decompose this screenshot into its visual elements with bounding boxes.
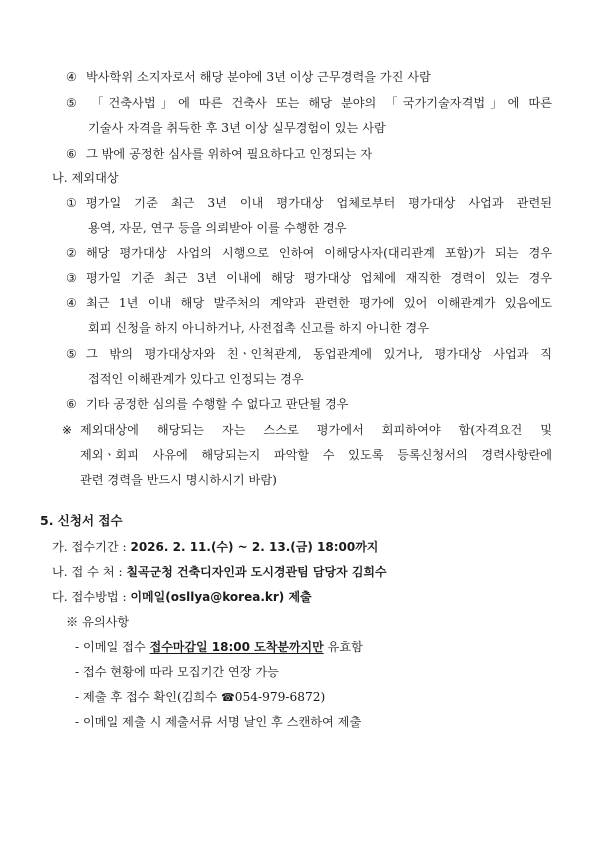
qualification-item-4 [66, 68, 431, 86]
item-text: 박사학위 소지자로서 해당 분야에 3년 이상 근무경력을 가진 사람 [86, 70, 431, 84]
exclusion-item-1-continued [88, 219, 347, 237]
note-item-deadline [75, 638, 363, 656]
item-text-line1: 그 밖의 평가대상자와 친ㆍ인척관계, 동업관계에 있거나, 평가대상 사업과 직 [86, 347, 552, 361]
item-number: ④ [66, 70, 77, 84]
item-text-line1: 평가일 기준 최근 3년 이내에 해당 평가대상 업체에 재직한 경력이 있는 경우 [86, 271, 552, 285]
note-line1: 제외대상에 해당되는 자는 스스로 평가에서 회피하여야 함(자격요건 및 [80, 423, 552, 437]
item-number: ④ [66, 296, 77, 310]
item-text-line2: 접적인 이해관계가 있다고 인정되는 경우 [88, 372, 304, 386]
place-value: 칠곡군청 건축디자인과 도시경관팀 담당자 김희수 [126, 565, 387, 579]
note-item-email-submission: - 이메일 제출 시 제출서류 서명 날인 후 스캔하여 제출 [75, 715, 362, 729]
item-text-line2: 용역, 자문, 연구 등을 의뢰받아 이를 수행한 경우 [88, 221, 347, 235]
item-text-line1: 평가일 기준 최근 3년 이내 평가대상 업체로부터 평가대상 사업과 관련된 [86, 196, 552, 210]
item-text-line2: 회피 신청을 하지 아니하거나, 사전접촉 신고를 하지 아니한 경우 [88, 321, 429, 335]
exclusion-note-line3 [80, 471, 277, 489]
exclusion-item-3 [66, 269, 552, 287]
submission-method [52, 588, 312, 606]
exclusion-item-5 [66, 345, 552, 363]
exclusion-item-4-continued [88, 319, 429, 337]
item-text: 그 밖에 공정한 심사를 위하여 필요하다고 인정되는 자 [86, 147, 373, 161]
item-text-line2: 기술사 자격을 취득한 후 3년 이상 실무경험이 있는 사람 [88, 121, 386, 135]
item-number: ⑤ [66, 347, 77, 361]
qualification-item-6 [66, 145, 372, 163]
exclusion-heading: 나. 제외대상 [52, 171, 119, 185]
item-text-line1: 최근 1년 이내 해당 발주처의 계약과 관련한 평가에 있어 이해관계가 있음에도 [86, 296, 552, 310]
phone-number: 054-979-6872) [234, 690, 326, 704]
period-label: 가. 접수기간 : [52, 540, 131, 554]
exclusion-item-4 [66, 294, 552, 312]
item-text-line1: 「건축사법」에 따른 건축사 또는 해당 분야의 「국가기술자격법」에 따른 [86, 96, 552, 110]
submission-place [52, 563, 387, 581]
item-number: ⑥ [66, 147, 77, 161]
note-mark: ※ [62, 423, 73, 437]
exclusion-item-6 [66, 395, 349, 413]
place-label: 나. 접 수 처 : [52, 565, 127, 579]
item-number: ② [66, 246, 77, 260]
notes-heading: ※ 유의사항 [66, 615, 130, 629]
note-prefix: - 이메일 접수 [75, 640, 150, 654]
item-number: ⑥ [66, 397, 77, 411]
item-text-line1: 기타 공정한 심의를 수행할 수 없다고 판단될 경우 [86, 397, 349, 411]
item-number: ⑤ [66, 96, 77, 110]
item-number: ③ [66, 271, 77, 285]
qualification-item-5 [66, 94, 552, 112]
item-text-line1: 해당 평가대상 사업의 시행으로 인하여 이해당사자(대리관계 포함)가 되는 경우 [86, 246, 552, 260]
qualification-item-5-continued [88, 119, 386, 137]
exclusion-note-line2 [80, 446, 552, 464]
period-value: 2026. 2. 11.(수) ~ 2. 13.(금) 18:00까지 [130, 540, 379, 554]
note-line2: 제외ㆍ회피 사유에 해당되는지 파악할 수 있도록 등록신청서의 경력사항란에 [80, 448, 552, 462]
exclusion-item-5-continued [88, 370, 304, 388]
method-value: 이메일(osllya@korea.kr) 제출 [130, 590, 312, 604]
note-line3: 관련 경력을 반드시 명시하시기 바람) [80, 473, 277, 487]
section-5-heading: 5. 신청서 접수 [40, 513, 123, 528]
exclusion-item-2 [66, 244, 552, 262]
method-label: 다. 접수방법 : [52, 590, 131, 604]
note-suffix: 유효함 [323, 640, 363, 654]
note-item-confirmation [75, 688, 325, 707]
note-item-extension: - 접수 현황에 따라 모집기간 연장 가능 [75, 665, 279, 679]
exclusion-item-1 [66, 194, 552, 212]
submission-period [52, 538, 378, 556]
deadline-emphasis: 접수마감일 18:00 도착분까지만 [149, 640, 324, 654]
item-number: ① [66, 196, 77, 210]
telephone-icon: ☎ [220, 691, 235, 704]
exclusion-note [62, 421, 552, 439]
note-text-before: - 제출 후 접수 확인(김희수 [75, 690, 221, 704]
